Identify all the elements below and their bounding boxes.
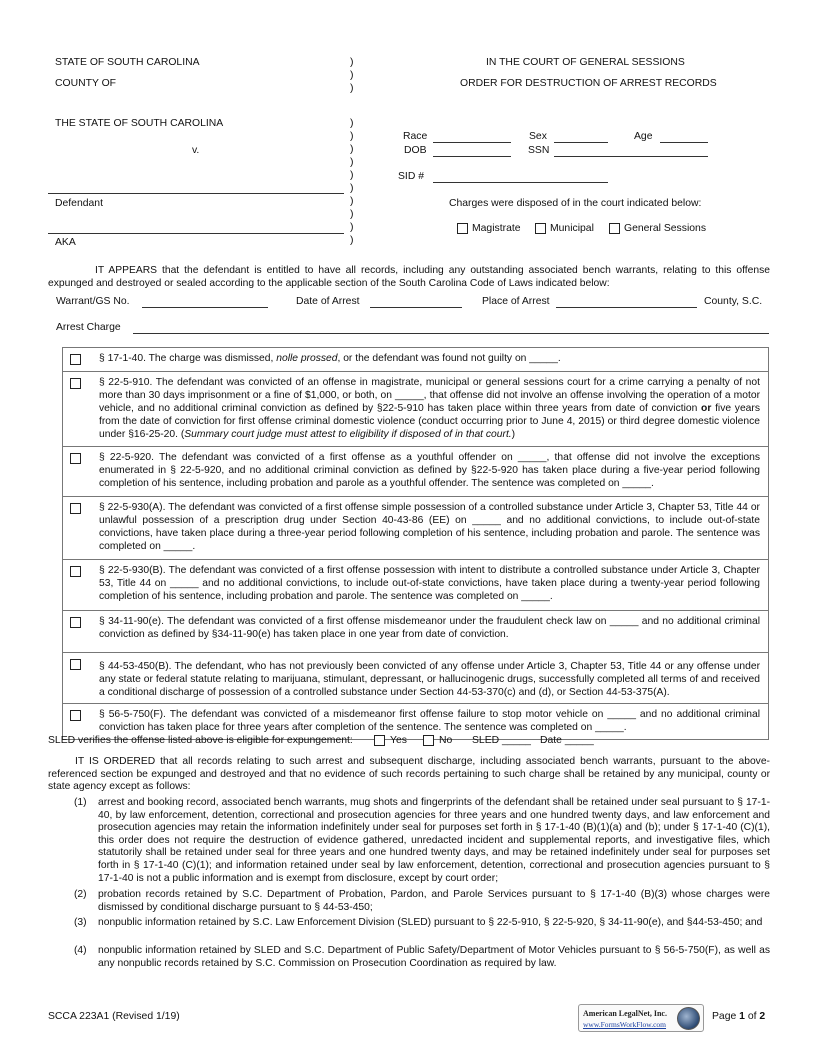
county-label: COUNTY OF [55,78,116,89]
logo-company-name: American LegalNet, Inc. [583,1009,667,1018]
order-item-text: arrest and booking record, associated bench warrants, mug shots and fingerprints of the defendant shall be retained under seal pursuant to § 17-1-40, by law enforcement, detention, correctional and prosecution agencies for three years and one hundred twenty days, and law enforcement and prosecution agencies may retain the information indefinitely under seal for purposes set forth in § 17-1-40 (B)(1)(a) and (b); under § 17-1-40 (C)(1), this order does not require the destruction of evidence gathered, unredacted incident and supplemental reports, and investigative files, which statutorily shall be retained under seal for three years and one hundred twenty days, and may be retained indefinitely under seal for purposes set forth in § 17-1-40 (C)(1); and information retained under seal by law enforcement, detention, correctional and prosecution agencies pursuant to § 17-1-40 is not a public information and is exempt from disclosure, except by court order; [98,797,770,884]
race-label: Race [403,131,428,142]
municipal-checkbox[interactable] [535,223,546,234]
order-paragraph: IT IS ORDERED that all records relating to such arrest and subsequent discharge, including associated bench warrants, pursuant to the above-referenced section be expunged and destroyed and that no evidence of such records pertaining to such charge shall be retained by any municipal, county or state agency except as follows: [48,756,770,793]
state-label: STATE OF SOUTH CAROLINA [55,57,200,68]
statute-checkbox[interactable] [70,453,81,464]
order-item [48,889,770,914]
statute-checklist [62,347,769,740]
sled-no-label: No [439,735,453,746]
statute-checkbox[interactable] [70,710,81,721]
magistrate-checkbox[interactable] [457,223,468,234]
warrant-field[interactable] [142,307,268,308]
statute-text: § 22-5-910. The defendant was convicted of an offense in magistrate, municipal or general sessions court for a crime carrying a penalty of not more than 30 days imprisonment or a fine of $1,000, or both, on _____, that offense did not involve an offense involving the operation of a motor vehicle, and no additional criminal conviction as defined by §22-5-910 has taken place within three years from date of conviction or five years from the date of conviction for first offense criminal domestic violence (conduct occurring prior to June 4, 2015) or third degree domestic violence under §16-25-20. (Summary court judge must attest to eligibility if disposed of in that court.) [99,377,760,441]
place-arrest-label: Place of Arrest [482,296,550,307]
order-item-number: (3) [74,917,87,928]
statute-text: § 44-53-450(B). The defendant, who has not previously been convicted of any offense under Article 3, Chapter 53, Title 44 or any offense under any state or federal statute relating to marijuana, stimulant, depressant, or hallucinogenic drugs, successfully completed all terms of and received a conditional discharge of possession of a controlled substance under Section 44-53-370(c) and (d), or Section 44-53-375(A). [99,660,760,698]
statute-text: § 22-5-920. The defendant was convicted of a first offense as a youthful offender on _____, that offense did not involve the exceptions enumerated in § 22-5-920, and no additional criminal conviction as defined by §22-5-920 has taken place during a five-year period following completion of his sentence, including probation and parole as a youthful offender. The sentence was completed on _____. [99,451,760,489]
age-field[interactable] [660,142,708,143]
race-field[interactable] [433,142,511,143]
date-arrest-label: Date of Arrest [296,296,360,307]
order-item [48,797,770,885]
plaintiff-name: THE STATE OF SOUTH CAROLINA [55,118,224,129]
paren-column-top: ) ) ) [350,56,354,94]
arrest-charge-field[interactable] [133,333,769,334]
versus-label: v. [192,145,200,156]
statute-row [63,560,768,610]
americanlegalnet-logo[interactable] [578,1004,704,1032]
warrant-label: Warrant/GS No. [56,296,130,307]
statute-checkbox[interactable] [70,503,81,514]
ssn-field[interactable] [554,156,708,157]
statute-row [63,611,768,653]
defendant-name-line[interactable] [48,193,344,194]
ssn-label: SSN [528,145,550,156]
sled-yes-label: Yes [390,735,407,746]
date-arrest-field[interactable] [370,307,462,308]
statute-row [63,348,768,372]
order-item-text: nonpublic information retained by S.C. Law Enforcement Division (SLED) pursuant to § 22-5-910, § 22-5-920, § 34-11-90(e), and §44-53-450; and [98,917,763,928]
age-label: Age [634,131,653,142]
statute-row [63,497,768,560]
statute-checkbox[interactable] [70,378,81,389]
disposed-text: Charges were disposed of in the court indicated below: [449,198,702,209]
statute-checkbox[interactable] [70,354,81,365]
statute-checkbox[interactable] [70,659,81,670]
sled-verify-text: SLED verifies the offense listed above is eligible for expungement: [48,735,353,746]
statute-text: § 17-1-40. The charge was dismissed, nolle prossed, or the defendant was found not guilty on _____. [99,353,561,364]
order-title: ORDER FOR DESTRUCTION OF ARREST RECORDS [460,78,717,89]
statute-text: § 56-5-750(F). The defendant was convicted of a misdemeanor first offense failure to stop motor vehicle on _____ and no additional criminal conviction has taken place for three years after completion of the sentence. The sentence was completed on _____. [99,708,760,734]
order-item-number: (1) [74,797,87,808]
statute-checkbox[interactable] [70,566,81,577]
magistrate-label: Magistrate [472,223,521,234]
sex-label: Sex [529,131,547,142]
dob-field[interactable] [433,156,511,157]
logo-url-link[interactable]: www.FormsWorkFlow.com [583,1020,667,1029]
order-item-number: (2) [74,889,87,900]
defendant-label: Defendant [55,198,103,209]
order-item-text: probation records retained by S.C. Department of Probation, Pardon, and Parole Services pursuant to § 17-1-40 (B)(3) whose charges were dismissed by conditional discharge pursuant to § 44-53-450; [98,889,770,913]
sled-initials-field[interactable]: SLED _____ [472,735,531,746]
sled-no-checkbox[interactable] [423,735,434,746]
form-id: SCCA 223A1 (Revised 1/19) [48,1011,180,1022]
general-sessions-checkbox[interactable] [609,223,620,234]
dob-label: DOB [404,145,427,156]
statute-row [63,704,768,739]
place-arrest-field[interactable] [556,307,697,308]
order-item [48,945,770,970]
arrest-charge-label: Arrest Charge [56,322,121,333]
sled-yes-checkbox[interactable] [374,735,385,746]
statute-text: § 22-5-930(B). The defendant was convicted of a first offense possession with intent to distribute a controlled substance under Article 3, Chapter 53, Title 44 on _____ and no additional convictions, to include out-of-state convictions, have taken place during a twenty-year period following completion of his sentence, including probation and parole. The sentence was completed on _____. [99,565,760,603]
page-indicator: Page 1 of 2 [712,1011,766,1022]
paren-column-caption: ) ) ) ) ) ) ) ) ) ) [350,117,354,246]
county-sc-label: County, S.C. [704,296,763,307]
aka-line[interactable] [48,233,344,234]
statute-checkbox[interactable] [70,617,81,628]
sid-field[interactable] [433,182,608,183]
municipal-label: Municipal [550,223,594,234]
intro-paragraph: IT APPEARS that the defendant is entitled to have all records, including any outstanding associated bench warrants, relating to this offense expunged and destroyed or sealed according to the applicable section of the South Carolina Code of Laws indicated below: [48,265,770,289]
globe-icon [677,1007,700,1030]
statute-text: § 22-5-930(A). The defendant was convicted of a first offense simple possession of a controlled substance under Article 3, Chapter 53, Title 44 or unlawful possession of a prescription drug under Section 40-43-86 (EE) on _____ and no additional convictions, to include out-of-state convictions, have taken place during a three-year period following completion of his sentence, including probation and parole. The sentence was completed on _____. [99,501,760,553]
statute-row [63,653,768,704]
statute-text: § 34-11-90(e). The defendant was convicted of a first offense misdemeanor under the fraudulent check law on _____ and no additional criminal conviction as defined by §34-11-90(e) has taken place in one year from date of conviction. [99,615,760,640]
order-item-number: (4) [74,945,87,956]
court-title: IN THE COURT OF GENERAL SESSIONS [486,57,685,68]
order-item [48,917,770,930]
order-item-text: nonpublic information retained by SLED and S.C. Department of Public Safety/Department of Motor Vehicles pursuant to § 56-5-750(F), as well as any nonpublic records retained by S.C. Commission on Prosecution Coordination as required by law. [98,945,770,969]
sex-field[interactable] [554,142,608,143]
statute-row [63,372,768,446]
aka-label: AKA [55,237,76,248]
statute-row [63,447,768,497]
sled-date-field[interactable]: Date _____ [540,735,594,746]
sid-label: SID # [398,171,424,182]
general-sessions-label: General Sessions [624,223,707,234]
